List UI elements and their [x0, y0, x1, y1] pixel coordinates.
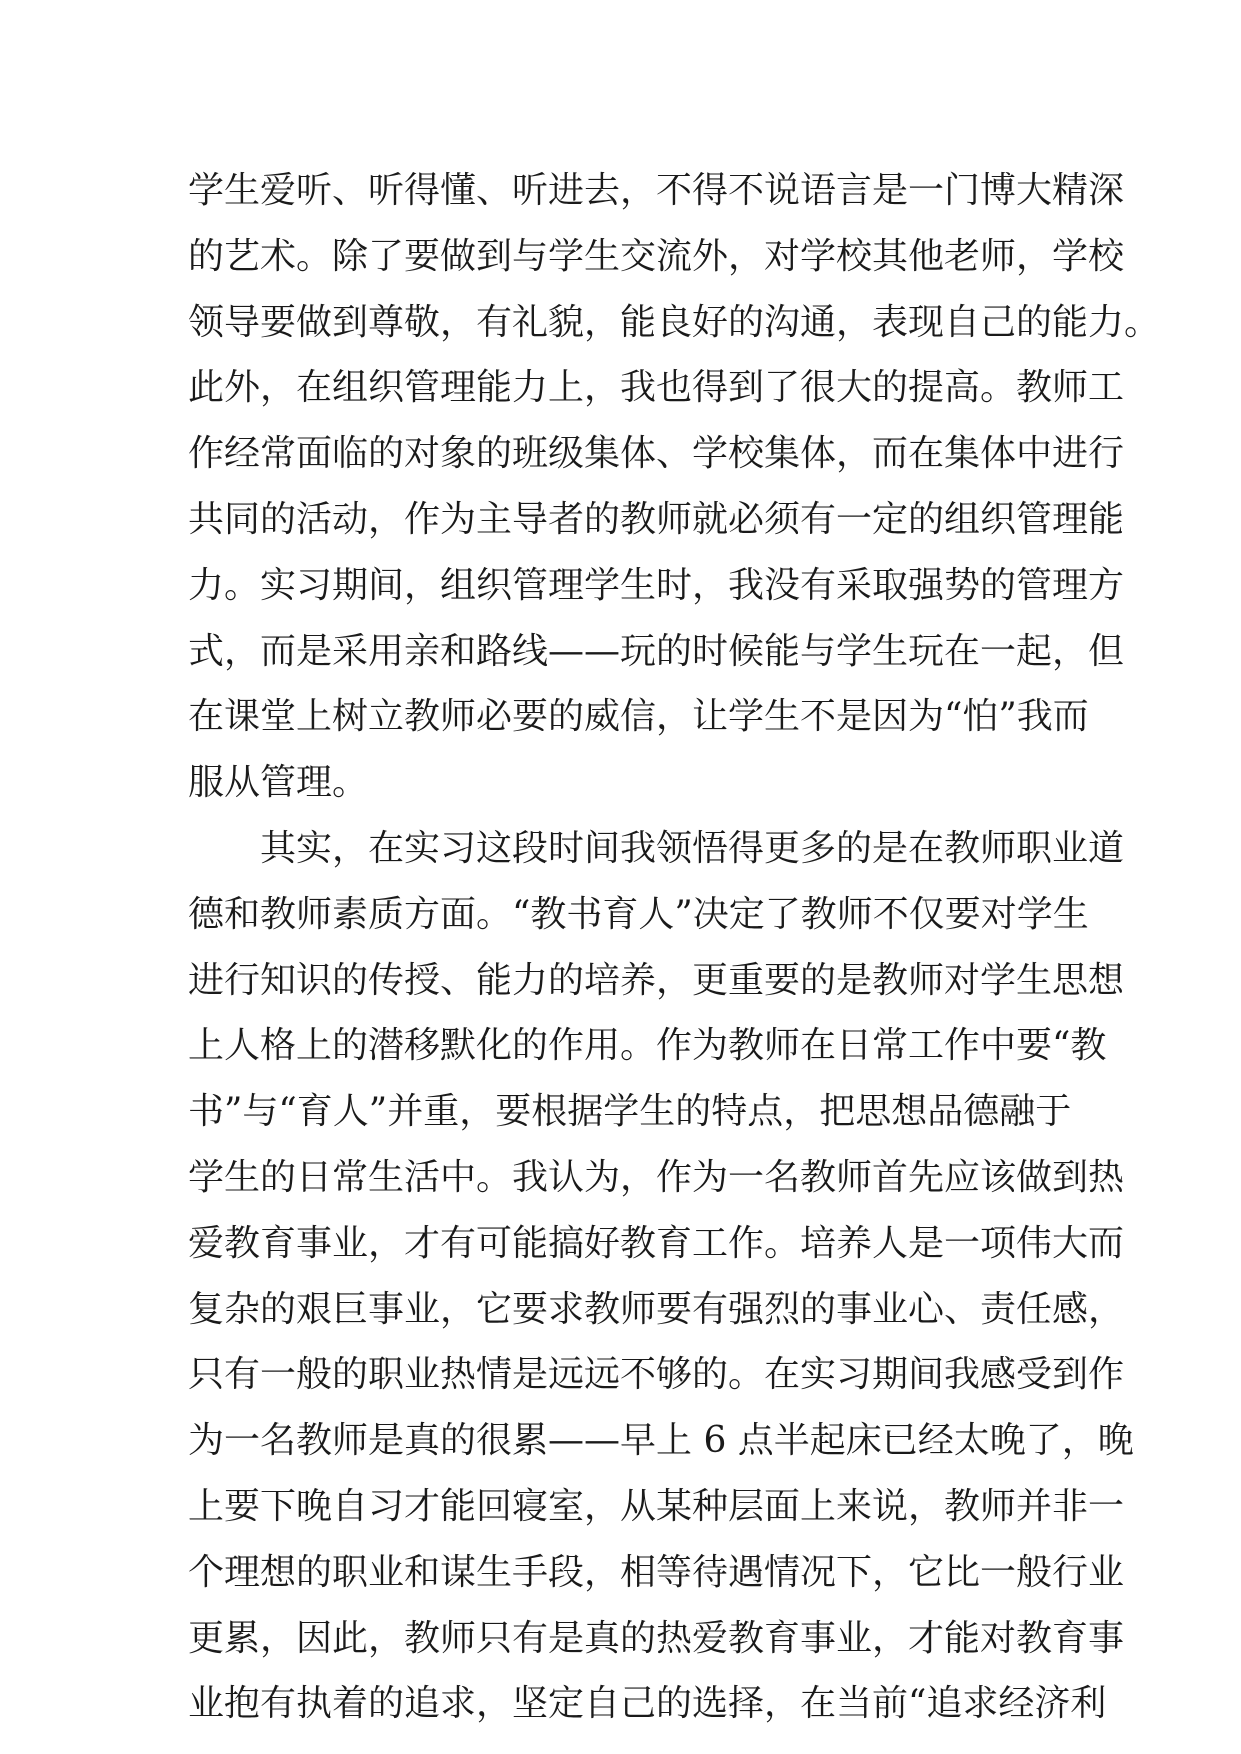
text-line: 的艺术。除了要做到与学生交流外，对学校其他老师，学校	[188, 235, 1125, 277]
text-line: 德和教师素质方面。“教书育人”决定了教师不仅要对学生	[188, 893, 1089, 935]
text-line: 力。实习期间，组织管理学生时，我没有采取强势的管理方	[188, 564, 1125, 606]
text-line: 为一名教师是真的很累——早上 6 点半起床已经太晚了，晚	[188, 1420, 1134, 1462]
text-line: 更累，因此，教师只有是真的热爱教育事业，才能对教育事	[188, 1617, 1125, 1659]
text-line: 学生爱听、听得懂、听进去，不得不说语言是一门博大精深	[188, 170, 1125, 211]
text-line: 个理想的职业和谋生手段，相等待遇情况下，它比一般行业	[188, 1551, 1125, 1593]
text-line: 爱教育事业，才有可能搞好教育工作。培养人是一项伟大而	[188, 1222, 1125, 1264]
text-line: 学生的日常生活中。我认为，作为一名教师首先应该做到热	[188, 1156, 1125, 1198]
text-line: 式，而是采用亲和路线——玩的时候能与学生玩在一起，但	[188, 630, 1125, 672]
paragraph-start-line: 其实，在实习这段时间我领悟得更多的是在教师职业道	[188, 827, 1125, 869]
text-line: 此外，在组织管理能力上，我也得到了很大的提高。教师工	[188, 367, 1125, 409]
body-text	[188, 158, 1161, 1737]
text-line: 上要下晚自习才能回寝室，从某种层面上来说，教师并非一	[188, 1485, 1125, 1527]
text-line: 在课堂上树立教师必要的威信，让学生不是因为“怕”我而	[188, 696, 1089, 738]
text-line: 服从管理。	[188, 762, 369, 804]
text-line: 书”与“育人”并重，要根据学生的特点，把思想品德融于	[188, 1091, 1072, 1133]
text-line: 上人格上的潜移默化的作用。作为教师在日常工作中要“教	[188, 1025, 1107, 1067]
text-line: 只有一般的职业热情是远远不够的。在实习期间我感受到作	[188, 1354, 1125, 1396]
text-line: 复杂的艰巨事业，它要求教师要有强烈的事业心、责任感，	[188, 1288, 1125, 1330]
text-line: 领导要做到尊敬，有礼貌，能良好的沟通，表现自己的能力。	[188, 301, 1161, 343]
text-line: 共同的活动，作为主导者的教师就必须有一定的组织管理能	[188, 498, 1125, 540]
text-line: 进行知识的传授、能力的培养，更重要的是教师对学生思想	[188, 959, 1125, 1001]
text-line: 作经常面临的对象的班级集体、学校集体，而在集体中进行	[188, 433, 1125, 475]
text-line: 业抱有执着的追求，坚定自己的选择，在当前“追求经济利	[188, 1683, 1107, 1725]
